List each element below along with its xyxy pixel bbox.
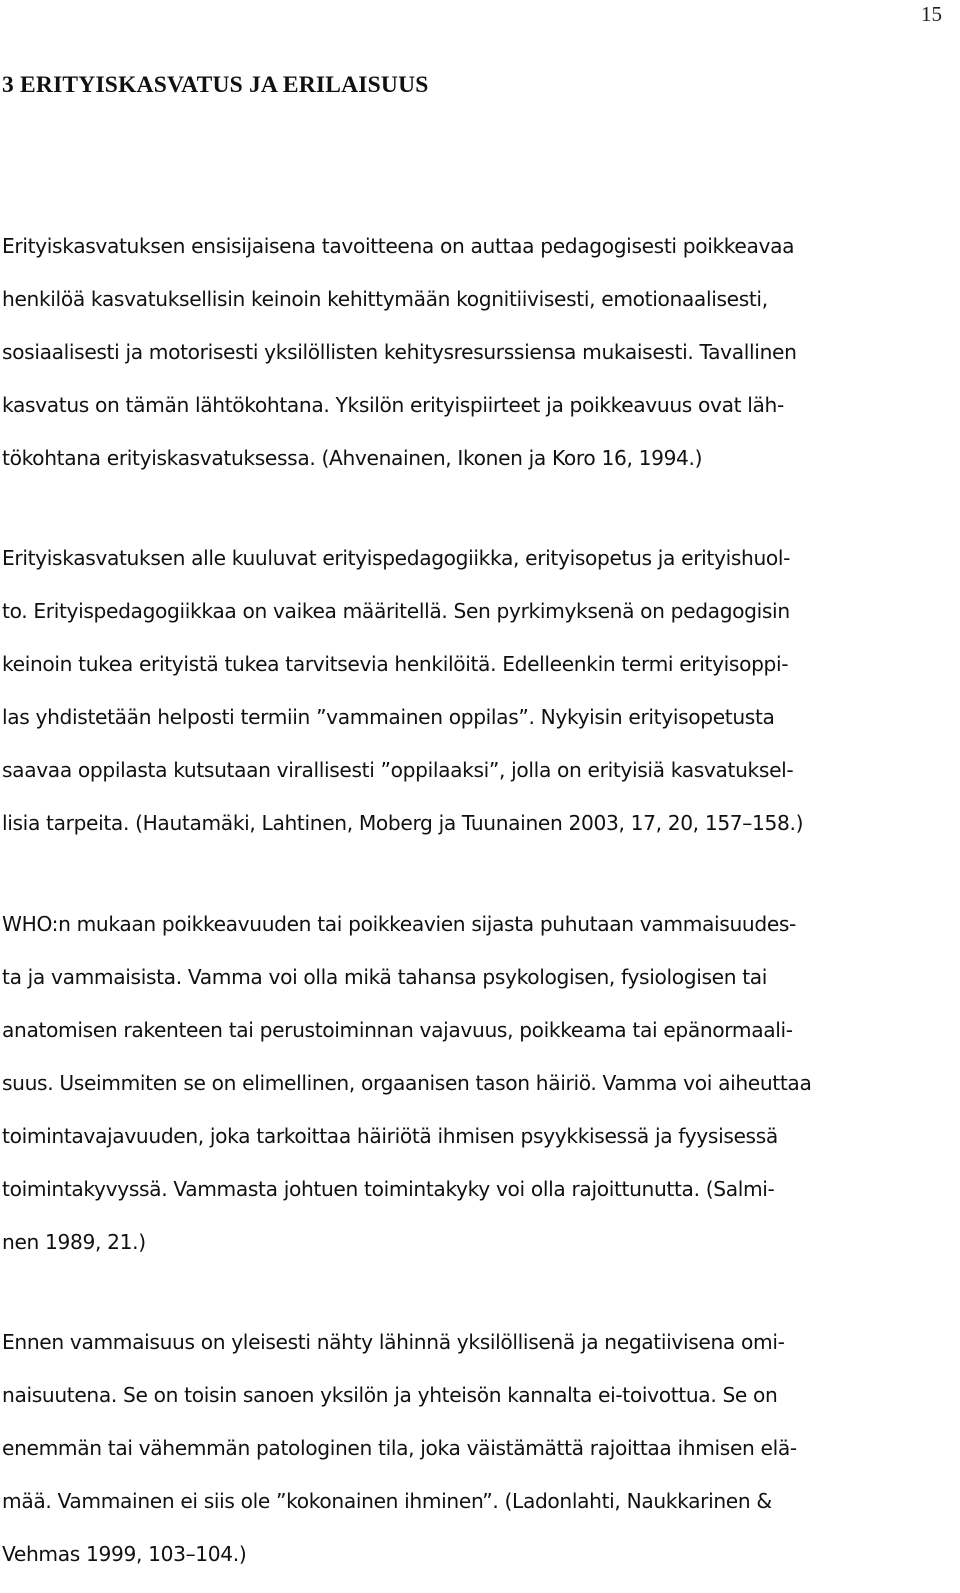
paragraph-line: anatomisen rakenteen tai perustoiminnan vajavuus, poikkeama tai epänormaali- [2, 1018, 793, 1042]
paragraph-line: Erityiskasvatuksen alle kuuluvat erityispedagogiikka, erityisopetus ja erityishuol- [2, 546, 791, 570]
paragraph-line: to. Erityispedagogiikkaa on vaikea määritellä. Sen pyrkimyksenä on pedagogisin [2, 599, 790, 623]
paragraph-4 [2, 1316, 952, 1581]
paragraph-line: WHO:n mukaan poikkeavuuden tai poikkeavien sijasta puhutaan vammaisuudes- [2, 912, 796, 936]
paragraph-line: nen 1989, 21.) [2, 1230, 146, 1254]
paragraph-line: tökohtana erityiskasvatuksessa. (Ahvenainen, Ikonen ja Koro 16, 1994.) [2, 446, 703, 470]
paragraph-line: naisuutena. Se on toisin sanoen yksilön ja yhteisön kannalta ei-toivottua. Se on [2, 1383, 778, 1407]
paragraph-line: Vehmas 1999, 103–104.) [2, 1542, 247, 1566]
paragraph-line: ta ja vammaisista. Vamma voi olla mikä tahansa psykologisen, fysiologisen tai [2, 965, 768, 989]
paragraph-line: sosiaalisesti ja motorisesti yksilöllisten kehitysresurssiensa mukaisesti. Tavallinen [2, 340, 797, 364]
paragraph-line: toimintakyvyssä. Vammasta johtuen toimintakyky voi olla rajoittunutta. (Salmi- [2, 1177, 775, 1201]
paragraph-line: las yhdistetään helposti termiin ”vammainen oppilas”. Nykyisin erityisopetusta [2, 705, 775, 729]
paragraph-line: Erityiskasvatuksen ensisijaisena tavoitteena on auttaa pedagogisesti poikkeavaa [2, 234, 795, 258]
paragraph-1 [2, 220, 952, 485]
chapter-heading: 3 ERITYISKASVATUS JA ERILAISUUS [2, 72, 429, 98]
paragraph-2 [2, 532, 952, 850]
paragraph-line: lisia tarpeita. (Hautamäki, Lahtinen, Moberg ja Tuunainen 2003, 17, 20, 157–158.) [2, 811, 804, 835]
paragraph-line: henkilöä kasvatuksellisin keinoin kehittymään kognitiivisesti, emotionaalisesti, [2, 287, 768, 311]
paragraph-line: kasvatus on tämän lähtökohtana. Yksilön erityispiirteet ja poikkeavuus ovat läh- [2, 393, 784, 417]
paragraph-line: saavaa oppilasta kutsutaan virallisesti ”oppilaaksi”, jolla on erityisiä kasvatuksel- [2, 758, 794, 782]
paragraph-3 [2, 898, 952, 1269]
paragraph-line: keinoin tukea erityistä tukea tarvitsevia henkilöitä. Edelleenkin termi erityisoppi- [2, 652, 789, 676]
paragraph-line: mää. Vammainen ei siis ole ”kokonainen ihminen”. (Ladonlahti, Naukkarinen & [2, 1489, 772, 1513]
paragraph-line: Ennen vammaisuus on yleisesti nähty lähinnä yksilöllisenä ja negatiivisena omi- [2, 1330, 785, 1354]
paragraph-line: toimintavajavuuden, joka tarkoittaa häiriötä ihmisen psyykkisessä ja fyysisessä [2, 1124, 778, 1148]
paragraph-line: enemmän tai vähemmän patologinen tila, joka väistämättä rajoittaa ihmisen elä- [2, 1436, 797, 1460]
page-number: 15 [921, 2, 942, 26]
paragraph-line: suus. Useimmiten se on elimellinen, orgaanisen tason häiriö. Vamma voi aiheuttaa [2, 1071, 812, 1095]
